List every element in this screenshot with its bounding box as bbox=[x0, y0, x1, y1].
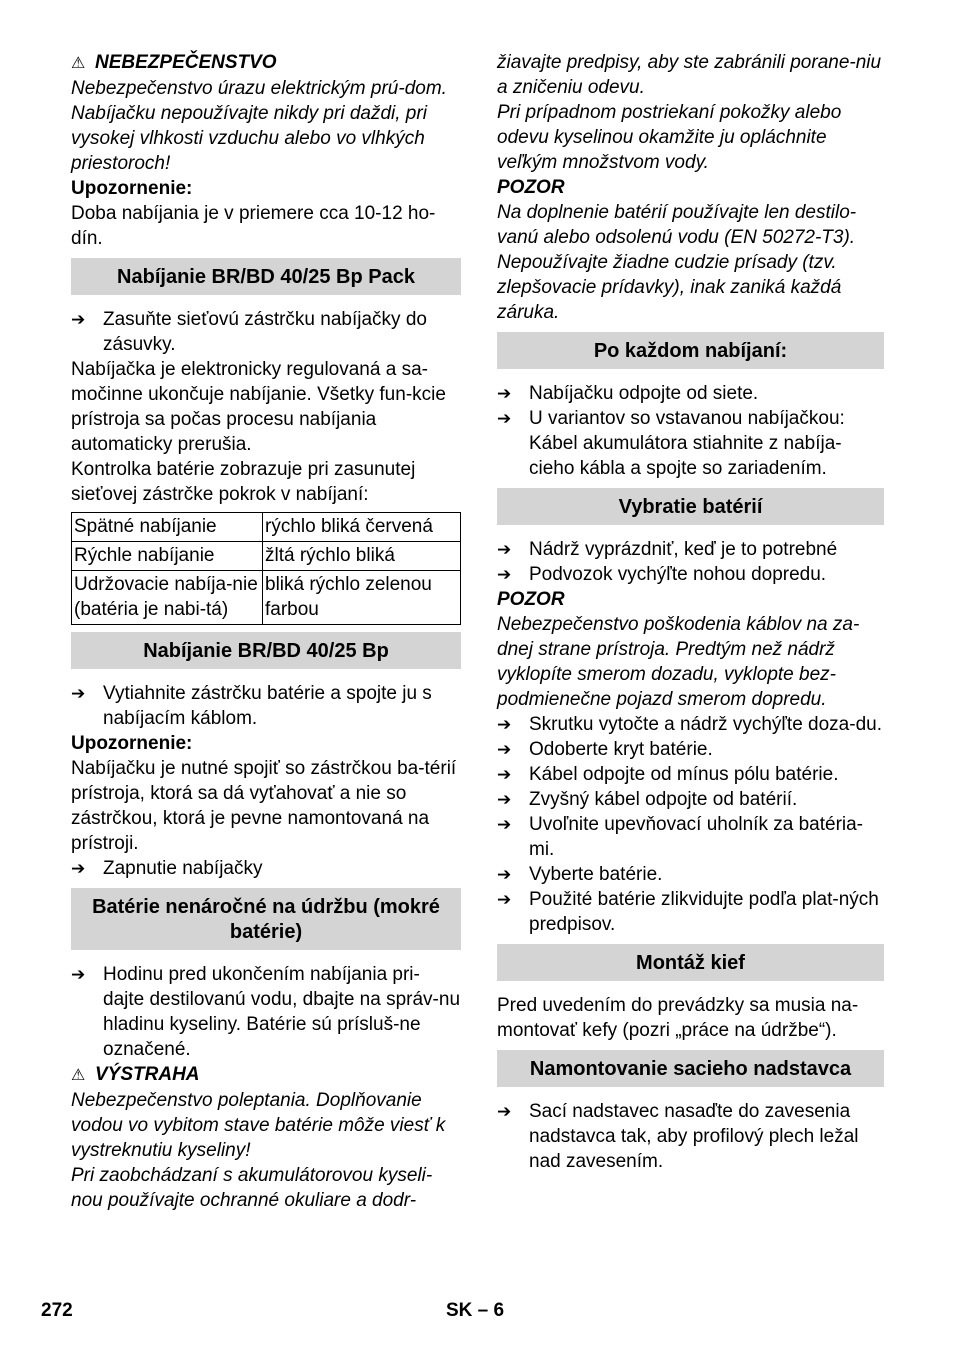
list-item: ➔ Použité batérie zlikvidujte podľa plat-ných predpisov. bbox=[497, 889, 879, 935]
list-item: ➔ Zasuňte sieťovú zástrčku nabíjačky do zásuvky. bbox=[71, 309, 427, 355]
list-item: ➔ Podvozok vychýľte nohou dopredu. bbox=[497, 564, 827, 585]
arrow-right-icon: ➔ bbox=[497, 790, 512, 809]
heading-brush-mounting: Montáž kief bbox=[497, 944, 884, 981]
heading-after-charging: Po každom nabíjaní: bbox=[497, 332, 884, 369]
arrow-right-icon: ➔ bbox=[497, 565, 512, 584]
heading-charging-pack: Nabíjanie BR/BD 40/25 Bp Pack bbox=[71, 258, 461, 295]
warning-text: Nebezpečenstvo poleptania. Doplňovanie vodou vo vybitom stave batérie môže viesť k vystreknutiu kyseliny! bbox=[71, 1090, 446, 1161]
heading-suction-nozzle: Namontovanie sacieho nadstavca bbox=[497, 1050, 884, 1087]
list-item: ➔ Zapnutie nabíjačky bbox=[71, 858, 263, 879]
arrow-right-icon: ➔ bbox=[71, 859, 86, 878]
arrow-right-icon: ➔ bbox=[71, 684, 86, 703]
section-label: SK – 6 bbox=[446, 1300, 505, 1321]
arrow-right-icon: ➔ bbox=[497, 740, 512, 759]
arrow-right-icon: ➔ bbox=[497, 865, 512, 884]
table-row: Udržovacie nabíja-nie (batéria je nabi-tá) bliká rýchlo zelenou farbou bbox=[72, 571, 461, 625]
arrow-right-icon: ➔ bbox=[497, 384, 512, 403]
danger-text: Nebezpečenstvo úrazu elektrickým prú-dom. bbox=[71, 78, 447, 99]
caution-text: Na doplnenie batérií používajte len destilo-vanú alebo odsolenú vodu (EN 50272-T3). Nepoužívajte žiadne cudzie prísady (tzv. zlepšovacie prídavky), inak zaniká každá záruka. bbox=[497, 202, 857, 323]
list-item: ➔ Odoberte kryt batérie. bbox=[497, 739, 713, 760]
warning-text: Pri zaobchádzaní s akumulátorovou kyseli-nou používajte ochranné okuliare a dodr- bbox=[71, 1165, 433, 1211]
note-label: Upozornenie: bbox=[71, 733, 193, 754]
note-text: Doba nabíjania je v priemere cca 10-12 ho-dín. bbox=[71, 203, 436, 249]
caution-title: POZOR bbox=[497, 177, 565, 198]
arrow-right-icon: ➔ bbox=[497, 815, 512, 834]
list-item: ➔ Hodinu pred ukončením nabíjania pri-dajte destilovanú vodu, dbajte na správ-nu hladinu kyseliny. Batérie sú prísluš-ne označené. bbox=[71, 964, 461, 1060]
charging-status-table bbox=[71, 512, 461, 625]
list-item: ➔ Skrutku vytočte a nádrž vychýľte doza-du. bbox=[497, 714, 882, 735]
list-item: ➔ Uvoľnite upevňovací uholník za batéria-mi. bbox=[497, 814, 864, 860]
heading-wet-batteries: Batérie nenáročné na údržbu (mokré batérie) bbox=[71, 888, 461, 950]
arrow-right-icon: ➔ bbox=[497, 409, 512, 428]
left-column bbox=[71, 50, 461, 1213]
arrow-right-icon: ➔ bbox=[497, 1102, 512, 1121]
arrow-right-icon: ➔ bbox=[71, 310, 86, 329]
heading-charging-bp: Nabíjanie BR/BD 40/25 Bp bbox=[71, 632, 461, 669]
paragraph: Nabíjačka je elektronicky regulovaná a sa-močinne ukončuje nabíjanie. Všetky fun-kcie prístroja sa počas procesu nabíjania automaticky prerušia. bbox=[71, 359, 446, 455]
note-label: Upozornenie: bbox=[71, 178, 193, 199]
arrow-right-icon: ➔ bbox=[497, 540, 512, 559]
list-item: ➔ Nabíjačku odpojte od siete. bbox=[497, 383, 759, 404]
heading-remove-batteries: Vybratie batérií bbox=[497, 488, 884, 525]
list-item: ➔ U variantov so vstavanou nabíjačkou: Kábel akumulátora stiahnite z nabíja-cieho kábla a spojte so zariadením. bbox=[497, 408, 845, 479]
paragraph: Pred uvedením do prevádzky sa musia na-montovať kefy (pozri „práce na údržbe“). bbox=[497, 995, 859, 1041]
table-row: Rýchle nabíjanie žltá rýchlo bliká bbox=[72, 542, 461, 571]
caution-title: POZOR bbox=[497, 589, 565, 610]
warning-triangle-icon: ⚠ bbox=[71, 1067, 86, 1084]
list-item: ➔ Sací nadstavec nasaďte do zavesenia nadstavca tak, aby profilový plech ležal nad zavesením. bbox=[497, 1101, 859, 1172]
danger-title: ⚠ NEBEZPEČENSTVO bbox=[71, 50, 461, 76]
warning-text: Pri prípadnom postriekaní pokožky alebo odevu kyselinou okamžite ju opláchnite veľkým množstvom vody. bbox=[497, 102, 842, 173]
paragraph: Kontrolka batérie zobrazuje pri zasunutej sieťovej zástrčke pokrok v nabíjaní: bbox=[71, 459, 416, 505]
danger-text: Nabíjačku nepoužívajte nikdy pri daždi, pri vysokej vlhkosti vzduchu alebo vo vlhkých priestoroch! bbox=[71, 103, 427, 174]
arrow-right-icon: ➔ bbox=[497, 890, 512, 909]
warning-title: ⚠ VÝSTRAHA bbox=[71, 1062, 461, 1088]
paragraph: Nabíjačku je nutné spojiť so zástrčkou ba-térií prístroja, ktorá sa dá vyťahovať a nie so zástrčkou, ktorá je pevne namontovaná na prístroji. bbox=[71, 758, 457, 854]
arrow-right-icon: ➔ bbox=[497, 715, 512, 734]
arrow-right-icon: ➔ bbox=[497, 765, 512, 784]
list-item: ➔ Vyberte batérie. bbox=[497, 864, 663, 885]
table-row: Spätné nabíjanie rýchlo bliká červená bbox=[72, 513, 461, 542]
page-number: 272 bbox=[41, 1300, 73, 1321]
warning-triangle-icon: ⚠ bbox=[71, 55, 86, 72]
list-item: ➔ Nádrž vyprázdniť, keď je to potrebné bbox=[497, 539, 838, 560]
arrow-right-icon: ➔ bbox=[71, 965, 86, 984]
list-item: ➔ Zvyšný kábel odpojte od batérií. bbox=[497, 789, 798, 810]
list-item: ➔ Vytiahnite zástrčku batérie a spojte ju s nabíjacím káblom. bbox=[71, 683, 432, 729]
list-item: ➔ Kábel odpojte od mínus pólu batérie. bbox=[497, 764, 839, 785]
caution-text: Nebezpečenstvo poškodenia káblov na za-dnej strane prístroja. Predtým než nádrž vyklopíte smerom dozadu, vyklopte bez-podmienečne pojazd smerom dopredu. bbox=[497, 614, 860, 710]
right-column bbox=[497, 50, 884, 1174]
warning-text: žiavajte predpisy, aby ste zabránili porane-niu a zničeniu odevu. bbox=[497, 52, 882, 98]
